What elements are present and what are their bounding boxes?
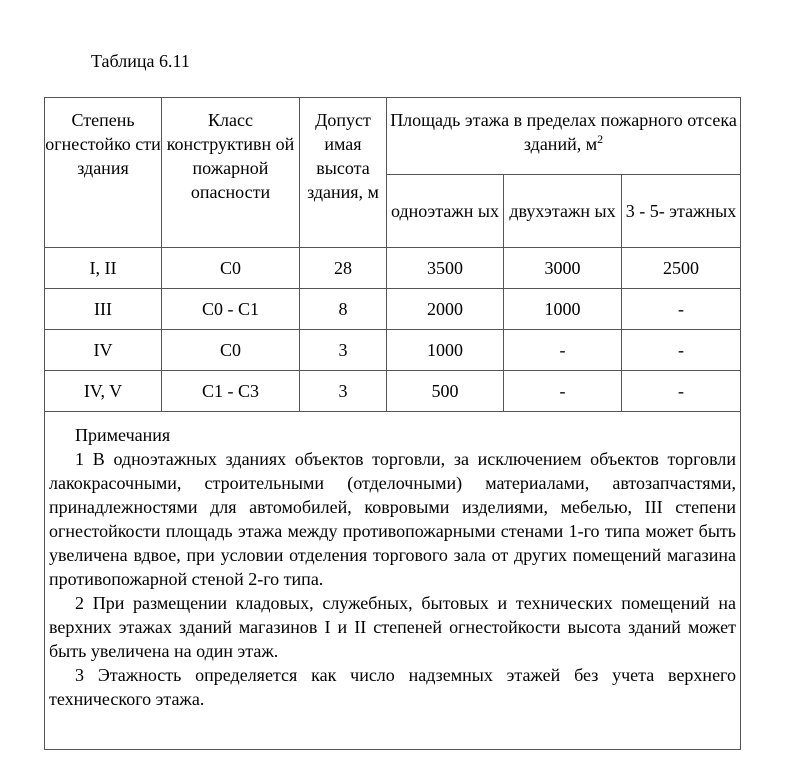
header-one-storey: одноэтажн ых [387, 175, 504, 248]
note-item: 1 В одноэтажных зданиях объектов торговли, за исключением объектов торговли лакокрасочными, строительными (отделочными) материалами, автозапчастями, принадлежностями для автомобилей, ковровыми изделиями, мебелью, III степени огнестойкости площадь этажа между противопожарными стенами 1-го типа может быть увеличена вдвое, при условии отделения торгового зала от других помещений магазина противопожарной стеной 2-го типа. [49, 449, 736, 589]
cell-degree: IV, V [45, 371, 162, 412]
table-row [45, 289, 741, 330]
header-allowed-height: Допуст имая высота здания, м [300, 98, 387, 248]
header-three-five-storey: 3 - 5- этажных [622, 175, 741, 248]
note-item: 3 Этажность определяется как число надземных этажей без учета верхнего технического этажа. [49, 665, 736, 709]
cell-two-storey: 1000 [504, 289, 622, 330]
cell-height: 28 [300, 248, 387, 289]
cell-one-storey: 500 [387, 371, 504, 412]
cell-two-storey: - [504, 371, 622, 412]
cell-one-storey: 3500 [387, 248, 504, 289]
header-floor-area-text: Площадь этажа в пределах пожарного отсека зданий, м [390, 110, 737, 154]
note-item: 2 При размещении кладовых, служебных, бытовых и технических помещений на верхних этажах зданий магазинов I и II степеней огнестойкости высота зданий может быть увеличена на один этаж. [49, 593, 736, 661]
fire-area-table [44, 97, 741, 750]
header-construction-class: Класс конструктивн ой пожарной опасности [162, 98, 300, 248]
cell-height: 3 [300, 330, 387, 371]
table-row [45, 330, 741, 371]
table-caption: Таблица 6.11 [91, 51, 190, 71]
cell-class: С0 [162, 330, 300, 371]
header-two-storey: двухэтажн ых [504, 175, 622, 248]
cell-three-five-storey: - [622, 289, 741, 330]
header-floor-area-group [387, 98, 741, 175]
cell-three-five-storey: 2500 [622, 248, 741, 289]
cell-height: 8 [300, 289, 387, 330]
header-floor-area-sup: 2 [597, 132, 604, 146]
notes-title: Примечания [75, 425, 171, 445]
notes-block [45, 412, 741, 750]
cell-one-storey: 2000 [387, 289, 504, 330]
cell-class: С0 - С1 [162, 289, 300, 330]
table-row [45, 248, 741, 289]
table-row [45, 371, 741, 412]
cell-degree: IV [45, 330, 162, 371]
cell-height: 3 [300, 371, 387, 412]
cell-three-five-storey: - [622, 371, 741, 412]
cell-one-storey: 1000 [387, 330, 504, 371]
cell-class: С0 [162, 248, 300, 289]
cell-degree: III [45, 289, 162, 330]
cell-two-storey: 3000 [504, 248, 622, 289]
cell-degree: I, II [45, 248, 162, 289]
header-fire-resistance: Степень огнестойко сти здания [45, 98, 162, 248]
cell-three-five-storey: - [622, 330, 741, 371]
cell-two-storey: - [504, 330, 622, 371]
cell-class: С1 - С3 [162, 371, 300, 412]
